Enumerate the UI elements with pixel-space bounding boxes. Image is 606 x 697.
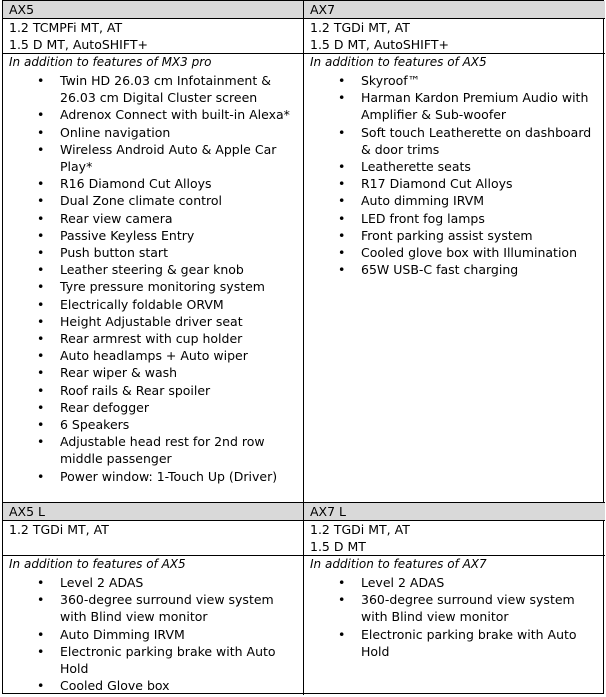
feature-text: Level 2 ADAS xyxy=(60,575,144,590)
feature-list-ax5l xyxy=(9,574,303,694)
feature-text: LED front fog lamps xyxy=(361,210,485,226)
feature-item xyxy=(9,347,303,364)
engine-option: 1.5 D MT xyxy=(310,539,366,554)
feature-text: Rear view camera xyxy=(60,210,173,226)
feature-text: Tyre pressure monitoring system xyxy=(60,279,265,295)
bullet-icon: • xyxy=(37,331,45,347)
intro-ax7l: In addition to features of AX7 xyxy=(310,557,487,571)
bullet-icon: • xyxy=(37,124,45,140)
bullet-icon: • xyxy=(37,434,45,450)
feature-text: Leatherette seats xyxy=(361,159,471,175)
bullet-icon: • xyxy=(37,193,45,209)
bullet-icon: • xyxy=(37,348,45,364)
bullet-icon: • xyxy=(37,73,45,88)
bullet-icon: • xyxy=(37,468,45,484)
feature-text: Auto headlamps + Auto wiper xyxy=(60,348,248,364)
bullet-icon: • xyxy=(37,575,45,590)
feature-item xyxy=(9,591,303,625)
bullet-icon: • xyxy=(338,245,346,261)
bullet-icon: • xyxy=(37,417,45,433)
bullet-icon: • xyxy=(37,365,45,381)
feature-text: 65W USB-C fast charging xyxy=(361,262,519,278)
bullet-icon: • xyxy=(37,176,45,192)
engine-option: 1.2 TGDi MT, AT xyxy=(9,522,109,537)
feature-item xyxy=(310,158,605,175)
engine-option: 1.2 TGDi MT, AT xyxy=(310,20,410,35)
bullet-icon: • xyxy=(37,399,45,415)
features-ax5l xyxy=(3,573,304,695)
feature-item xyxy=(310,192,605,209)
feature-item xyxy=(9,382,303,399)
feature-item xyxy=(310,591,605,625)
bullet-icon: • xyxy=(37,643,45,659)
feature-item xyxy=(310,72,605,89)
feature-item xyxy=(9,124,303,141)
feature-text: 360-degree surround view system with Blind view monitor xyxy=(60,592,274,625)
intro-ax7: In addition to features of AX5 xyxy=(310,55,487,69)
feature-text: Adjustable head rest for 2nd row middle passenger xyxy=(60,434,265,467)
feature-text: Skyroof™ xyxy=(361,73,421,88)
bullet-icon: • xyxy=(37,107,45,123)
feature-text: Twin HD 26.03 cm Infotainment & 26.03 cm Digital Cluster screen xyxy=(60,73,271,106)
features-ax7 xyxy=(304,71,605,503)
bullet-icon: • xyxy=(37,592,45,608)
feature-item xyxy=(9,227,303,244)
feature-item xyxy=(9,574,303,591)
feature-item xyxy=(9,468,303,485)
feature-text: 6 Speakers xyxy=(60,417,130,433)
bullet-icon: • xyxy=(338,193,346,209)
feature-item xyxy=(9,175,303,192)
engine-list-ax5l xyxy=(3,521,304,556)
feature-item xyxy=(9,244,303,261)
feature-text: Passive Keyless Entry xyxy=(60,227,195,243)
variant-header-ax7l: AX7 L xyxy=(304,503,605,521)
feature-text: Electronic parking brake with Auto Hold xyxy=(361,626,577,659)
bullet-icon: • xyxy=(338,124,346,140)
feature-text: Auto dimming IRVM xyxy=(361,193,485,209)
bullet-icon: • xyxy=(338,227,346,243)
feature-list-ax7 xyxy=(310,72,605,278)
bullet-icon: • xyxy=(37,678,45,694)
feature-item xyxy=(310,124,605,158)
engine-list-ax5 xyxy=(3,19,304,54)
variant-header-ax5l: AX5 L xyxy=(3,503,304,521)
feature-text: Roof rails & Rear spoiler xyxy=(60,382,211,398)
engine-option: 1.5 D MT, AutoSHIFT+ xyxy=(310,37,449,52)
features-ax7l xyxy=(304,573,605,695)
feature-item xyxy=(9,278,303,295)
engine-option: 1.2 TGDi MT, AT xyxy=(310,522,410,537)
feature-item xyxy=(9,364,303,381)
feature-text: Wireless Android Auto & Apple Car Play* xyxy=(60,141,277,175)
bullet-icon: • xyxy=(37,382,45,398)
feature-text: Power window: 1-Touch Up (Driver) xyxy=(60,468,278,484)
feature-item xyxy=(310,227,605,244)
variant-header-ax5: AX5 xyxy=(3,1,304,19)
feature-text: Cooled glove box with Illumination xyxy=(361,245,578,261)
feature-text: R17 Diamond Cut Alloys xyxy=(361,176,513,192)
feature-text: Push button start xyxy=(60,245,168,261)
engine-option: 1.5 D MT, AutoSHIFT+ xyxy=(9,37,148,52)
bullet-icon: • xyxy=(37,313,45,329)
feature-item xyxy=(9,296,303,313)
engine-list-ax7l xyxy=(304,521,605,556)
features-ax5 xyxy=(3,71,304,503)
bullet-icon: • xyxy=(37,141,45,157)
feature-text: Front parking assist system xyxy=(361,227,533,243)
feature-text: Electronic parking brake with Auto Hold xyxy=(60,643,276,677)
feature-list-ax7l xyxy=(310,574,605,660)
bullet-icon: • xyxy=(338,176,346,192)
intro-ax5l: In addition to features of AX5 xyxy=(3,556,304,573)
bullet-icon: • xyxy=(37,262,45,278)
feature-text: Auto Dimming IRVM xyxy=(60,626,185,642)
bullet-icon: • xyxy=(338,626,346,642)
bullet-icon: • xyxy=(37,626,45,642)
feature-text: Adrenox Connect with built-in Alexa* xyxy=(60,107,290,123)
feature-item xyxy=(9,399,303,416)
feature-text: 360-degree surround view system with Blind view monitor xyxy=(361,592,575,625)
variant-feature-table xyxy=(2,0,604,694)
feature-item xyxy=(310,244,605,261)
feature-text: R16 Diamond Cut Alloys xyxy=(60,176,212,192)
feature-item xyxy=(9,416,303,433)
feature-text: Harman Kardon Premium Audio with Amplifier & Sub-woofer xyxy=(361,90,589,123)
feature-item xyxy=(9,433,303,467)
feature-item xyxy=(9,192,303,209)
feature-text: Cooled Glove box xyxy=(60,678,170,694)
feature-item xyxy=(9,643,303,677)
feature-item xyxy=(9,72,303,106)
feature-item xyxy=(310,89,605,123)
feature-item xyxy=(9,330,303,347)
bullet-icon: • xyxy=(37,210,45,226)
feature-item xyxy=(310,261,605,278)
feature-text: Online navigation xyxy=(60,124,171,140)
engine-list-ax7 xyxy=(304,19,605,54)
feature-item xyxy=(310,574,605,591)
bullet-icon: • xyxy=(338,575,346,590)
feature-text: Electrically foldable ORVM xyxy=(60,296,224,312)
feature-text: Rear wiper & wash xyxy=(60,365,178,381)
bullet-icon: • xyxy=(37,227,45,243)
bullet-icon: • xyxy=(338,90,346,106)
bullet-icon: • xyxy=(338,592,346,608)
feature-item xyxy=(9,677,303,694)
feature-item xyxy=(310,175,605,192)
feature-item xyxy=(9,106,303,123)
intro-ax5: In addition to features of MX3 pro xyxy=(3,54,304,71)
bullet-icon: • xyxy=(37,279,45,295)
bullet-icon: • xyxy=(338,159,346,175)
feature-item xyxy=(9,261,303,278)
feature-text: Leather steering & gear knob xyxy=(60,262,244,278)
bullet-icon: • xyxy=(338,262,346,278)
feature-item xyxy=(9,141,303,175)
feature-text: Rear armrest with cup holder xyxy=(60,331,243,347)
feature-text: Rear defogger xyxy=(60,399,149,415)
feature-text: Height Adjustable driver seat xyxy=(60,313,243,329)
bullet-icon: • xyxy=(37,296,45,312)
bullet-icon: • xyxy=(338,73,346,88)
feature-item xyxy=(9,210,303,227)
feature-item xyxy=(310,210,605,227)
feature-list-ax5 xyxy=(9,72,303,485)
feature-text: Soft touch Leatherette on dashboard & door trims xyxy=(361,124,592,157)
feature-item xyxy=(310,626,605,660)
bullet-icon: • xyxy=(338,210,346,226)
feature-text: Level 2 ADAS xyxy=(361,575,445,590)
feature-text: Dual Zone climate control xyxy=(60,193,222,209)
feature-item xyxy=(9,313,303,330)
engine-option: 1.2 TCMPFi MT, AT xyxy=(9,20,123,35)
variant-header-ax7: AX7 xyxy=(304,1,605,19)
bullet-icon: • xyxy=(37,245,45,261)
feature-item xyxy=(9,626,303,643)
